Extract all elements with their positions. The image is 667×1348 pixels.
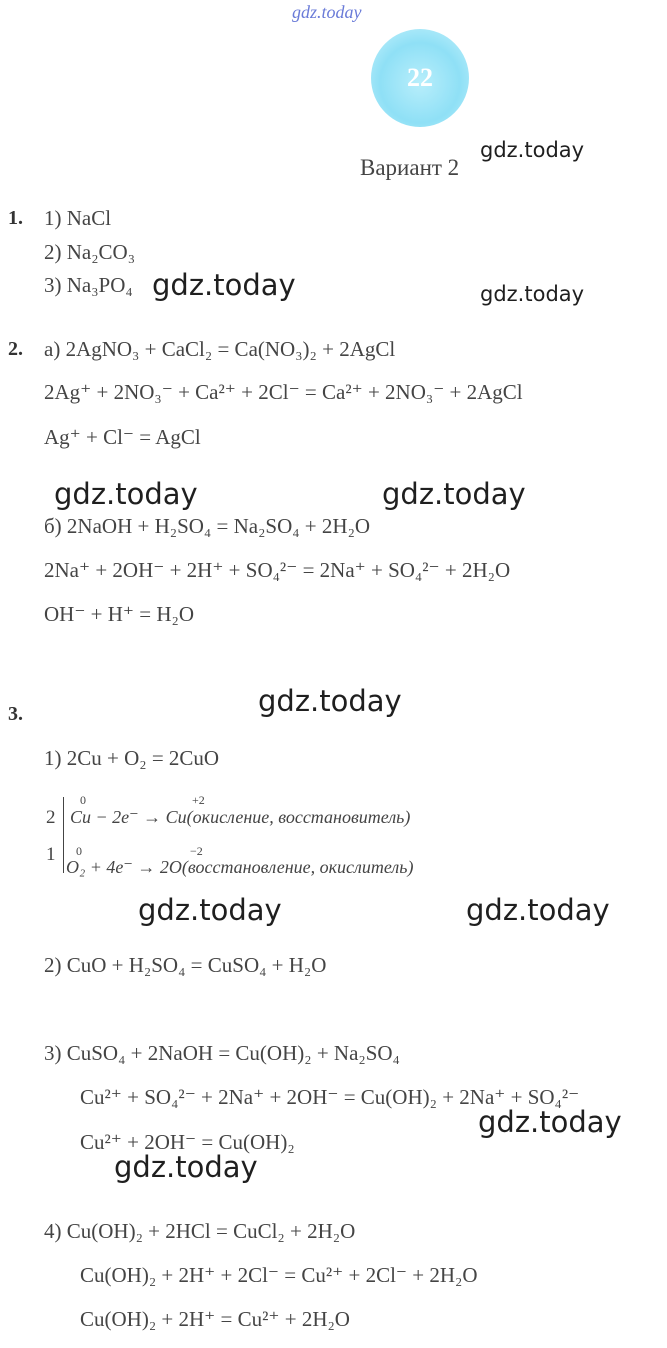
redox-coef: 2	[46, 807, 56, 828]
redox-line: O₂ + 4e⁻ → 2O(восстановление, окислитель)	[66, 857, 414, 877]
task3-step4-line: Cu(OH)₂ + 2H⁺ = Cu²⁺ + 2H₂O	[80, 1307, 350, 1331]
watermark: gdz.today	[480, 282, 585, 306]
task1-line: 2) Na₂CO₃	[44, 240, 136, 264]
page-number: 22	[407, 63, 433, 92]
page-number-badge	[371, 29, 469, 127]
task3-step4-line: Cu(OH)₂ + 2H⁺ + 2Cl⁻ = Cu²⁺ + 2Cl⁻ + 2H₂O	[80, 1263, 478, 1287]
task3-step2: 2) CuO + H₂SO₄ = CuSO₄ + H₂O	[44, 953, 327, 977]
redox-coef: 1	[46, 844, 56, 865]
task3-step3-line: Cu²⁺ + 2OH⁻ = Cu(OH)₂	[80, 1130, 295, 1154]
oxidation-state: 0	[76, 844, 82, 858]
watermark: gdz.today	[114, 1150, 258, 1184]
redox-divider	[63, 797, 64, 873]
task1-line: 3) Na₃PO₄	[44, 273, 133, 297]
task2-line: 2Na⁺ + 2OH⁻ + 2H⁺ + SO₄²⁻ = 2Na⁺ + SO₄²⁻ + 2H₂O	[44, 558, 511, 582]
oxidation-state: −2	[190, 844, 203, 858]
task3-step4-line: 4) Cu(OH)₂ + 2HCl = CuCl₂ + 2H₂O	[44, 1219, 356, 1243]
task3-step3-line: 3) CuSO₄ + 2NaOH = Cu(OH)₂ + Na₂SO₄	[44, 1041, 400, 1065]
watermark: gdz.today	[382, 477, 526, 511]
task2-line: а) 2AgNO₃ + CaCl₂ = Ca(NO₃)₂ + 2AgCl	[44, 337, 396, 361]
watermark: gdz.today	[478, 1105, 622, 1139]
task-number-2: 2.	[8, 338, 23, 360]
watermark: gdz.today	[258, 684, 402, 718]
task2-line: OH⁻ + H⁺ = H₂O	[44, 602, 195, 626]
watermark: gdz.today	[152, 268, 296, 302]
task3-step1: 1) 2Cu + O₂ = 2CuO	[44, 746, 220, 770]
oxidation-state: 0	[80, 793, 86, 807]
task-number-1: 1.	[8, 207, 23, 229]
watermark: gdz.today	[480, 138, 585, 162]
task1-line: 1) NaCl	[44, 206, 112, 230]
watermark-top: gdz.today	[292, 2, 362, 22]
watermark: gdz.today	[466, 893, 610, 927]
task2-line: 2Ag⁺ + 2NO₃⁻ + Ca²⁺ + 2Cl⁻ = Ca²⁺ + 2NO₃⁻ + 2AgCl	[44, 380, 523, 404]
watermark: gdz.today	[54, 477, 198, 511]
watermark: gdz.today	[138, 893, 282, 927]
oxidation-state: +2	[192, 793, 205, 807]
redox-line: Cu − 2e⁻ → Cu(окисление, восстановитель)	[70, 807, 411, 827]
task-number-3: 3.	[8, 703, 23, 725]
task2-line: б) 2NaOH + H₂SO₄ = Na₂SO₄ + 2H₂O	[44, 514, 371, 538]
task2-line: Ag⁺ + Cl⁻ = AgCl	[44, 425, 201, 449]
variant-title: Вариант 2	[360, 155, 460, 180]
task3-step3-line: Cu²⁺ + SO₄²⁻ + 2Na⁺ + 2OH⁻ = Cu(OH)₂ + 2Na⁺ + SO₄²⁻	[80, 1085, 580, 1109]
